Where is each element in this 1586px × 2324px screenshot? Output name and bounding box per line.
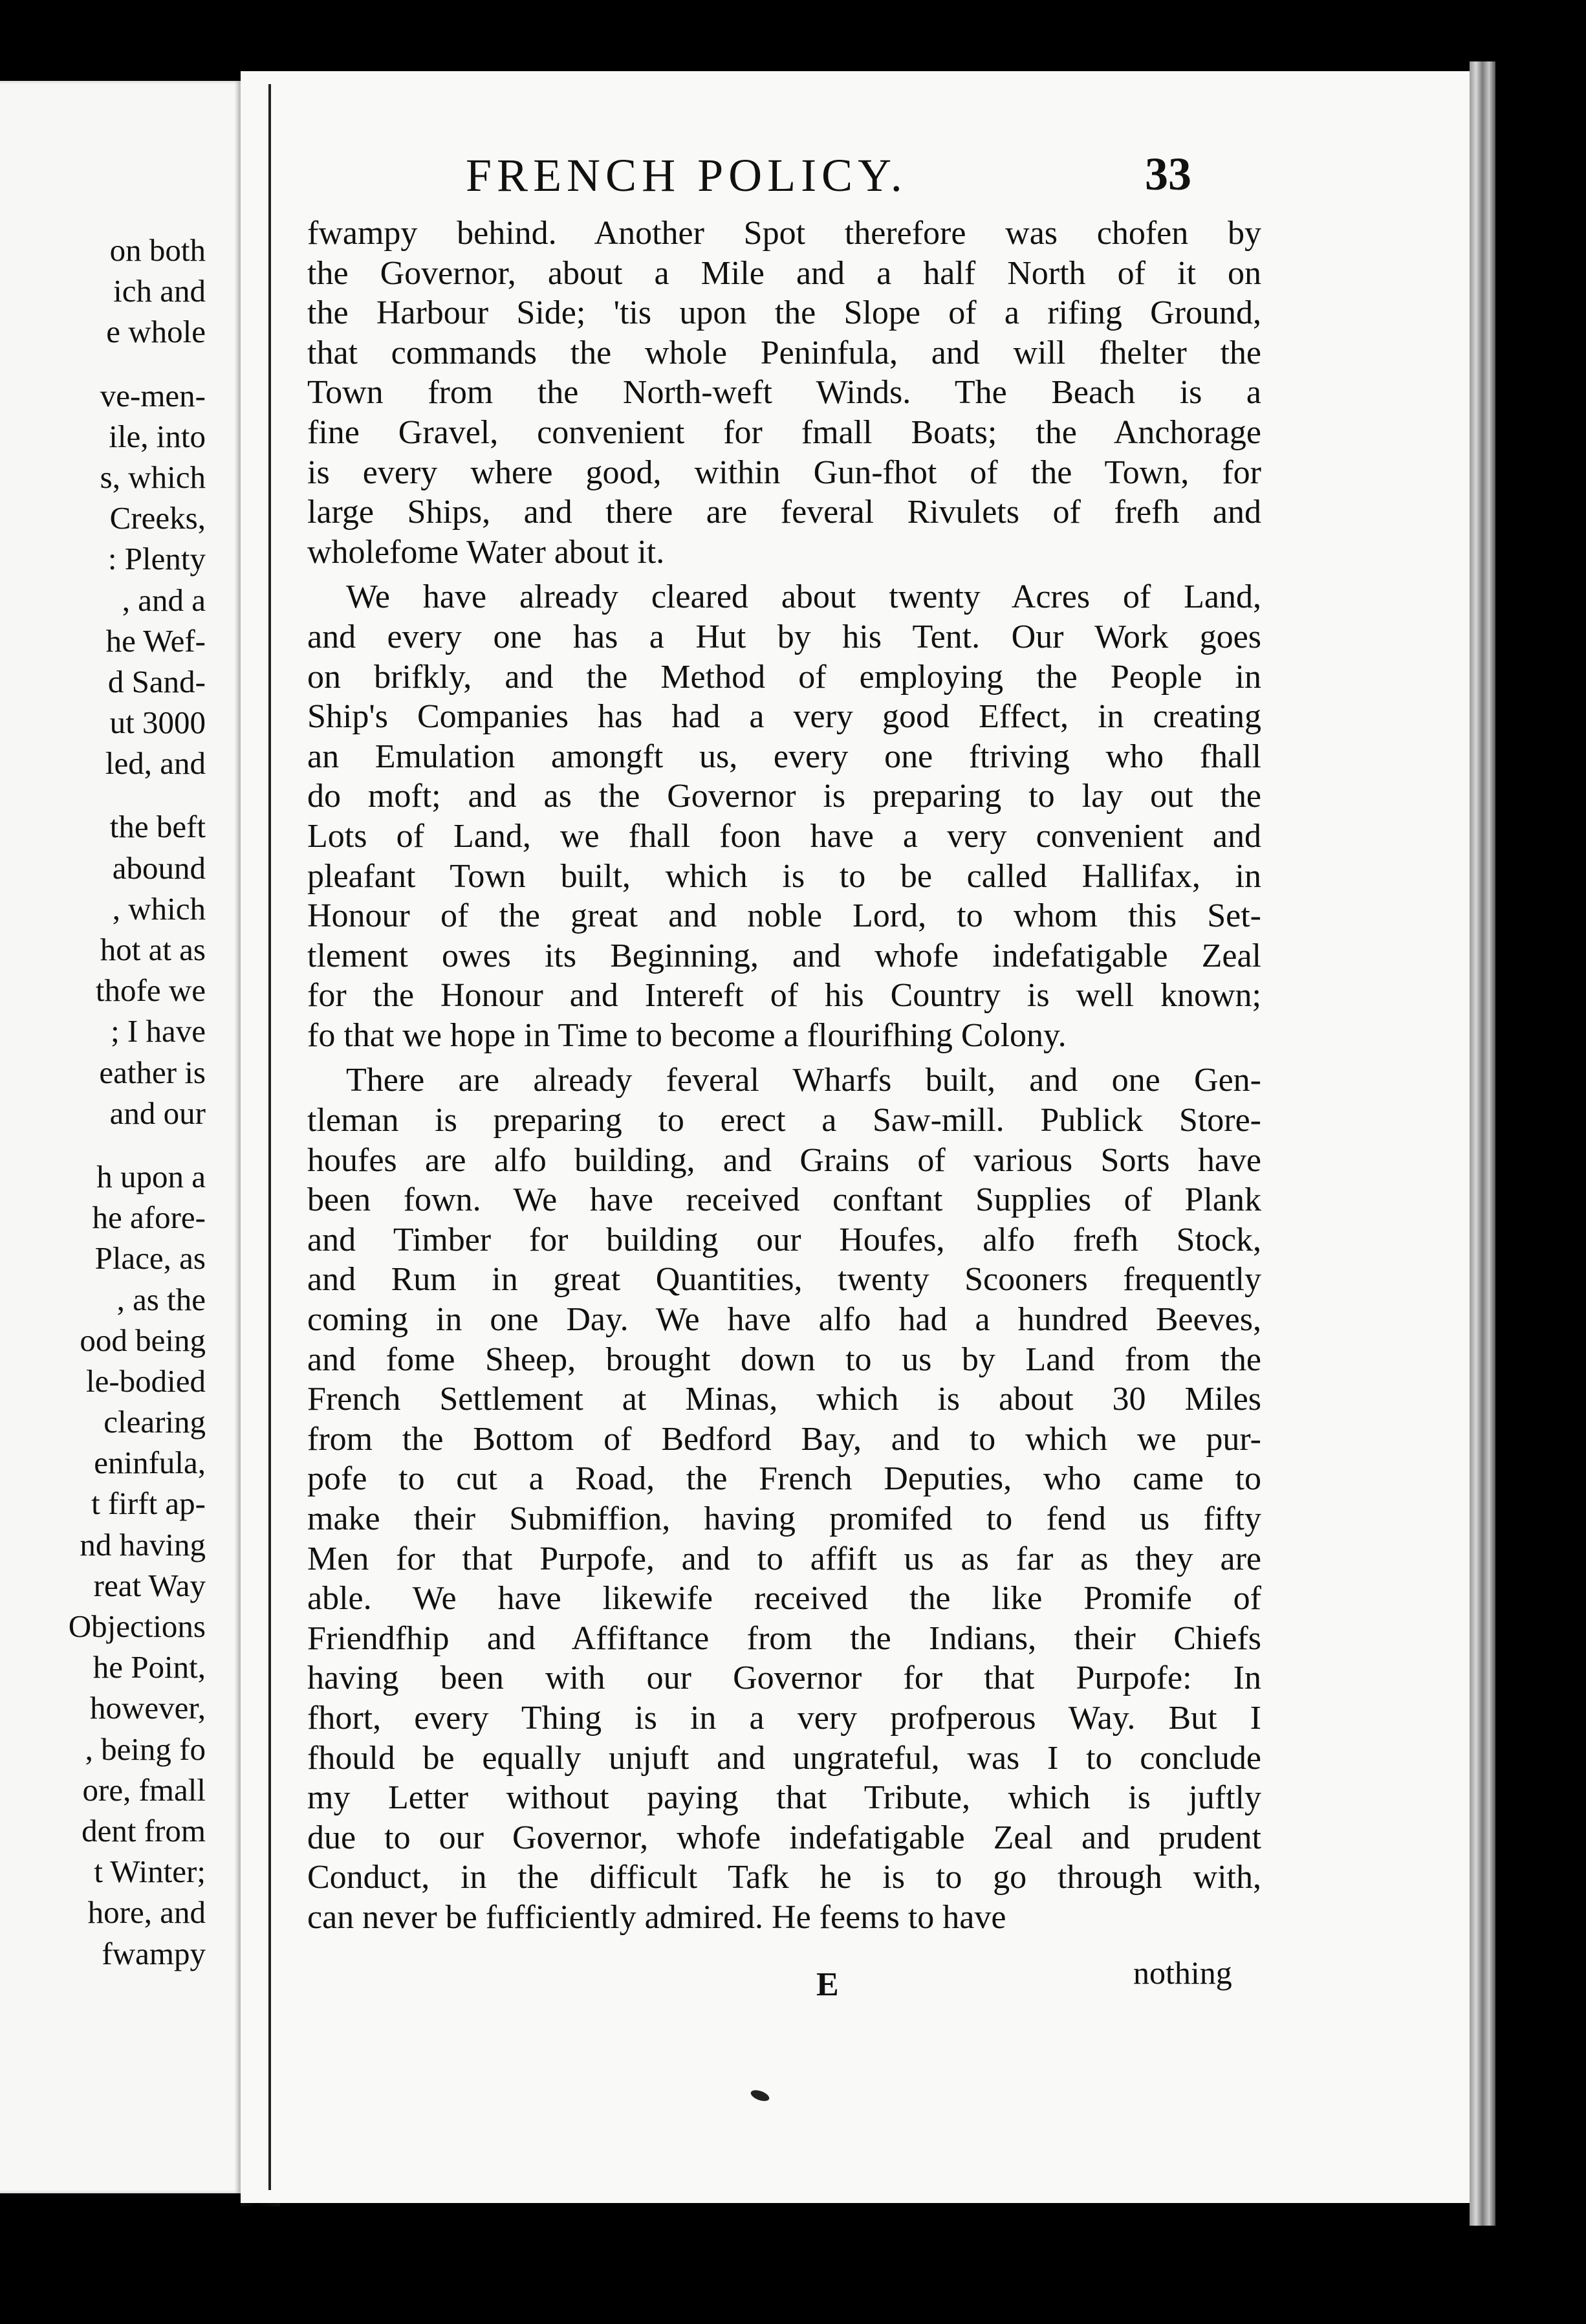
previous-page-line: abound	[112, 850, 206, 886]
previous-page-line: dent from	[81, 1812, 206, 1848]
body-text	[307, 214, 1261, 1938]
previous-page-line: , which	[112, 890, 206, 926]
previous-page-line: thofe we	[95, 972, 206, 1009]
text-line: Honour of the great and noble Lord, to whom this Set-	[307, 897, 1261, 935]
previous-page-text	[69, 230, 206, 1974]
text-line: for the Honour and Intereft of his Country is well known;	[307, 977, 1261, 1014]
text-line: wholefome Water about it.	[307, 533, 665, 571]
previous-page-line: ve-men-	[100, 377, 206, 413]
text-line: on brifkly, and the Method of employing the People in	[307, 658, 1261, 696]
text-line: Conduct, in the difficult Tafk he is to go through with,	[307, 1859, 1261, 1896]
signature-mark: E	[816, 1966, 839, 2003]
previous-page-line: reat Way	[93, 1567, 206, 1603]
text-line: been fown. We have received conftant Supplies of Plank	[307, 1181, 1261, 1219]
previous-page-line: hot at as	[100, 932, 206, 967]
previous-page-line: however,	[90, 1690, 206, 1726]
catchword: nothing	[1133, 1955, 1232, 1991]
text-line: my Letter without paying that Tribute, which is juftly	[307, 1779, 1261, 1817]
previous-page-line: e whole	[106, 314, 206, 350]
text-line: pleafant Town built, which is to be called Hallifax, in	[307, 857, 1261, 895]
previous-page-line: , being fo	[85, 1731, 206, 1767]
previous-page-line: led, and	[105, 745, 206, 782]
text-line: having been with our Governor for that Purpofe: In	[307, 1660, 1261, 1697]
running-head: FRENCH POLICY.	[466, 149, 907, 201]
text-line: and Timber for building our Houfes, alfo frefh Stock,	[307, 1221, 1261, 1258]
text-line: Friendfhip and Affiftance from the Indians, their Chiefs	[307, 1619, 1261, 1657]
previous-page	[0, 81, 241, 2193]
text-line: make their Submiffion, having promifed to fend us fifty	[307, 1500, 1261, 1537]
text-line: Men for that Purpofe, and to affift us as far as they are	[307, 1540, 1261, 1577]
previous-page-line: : Plenty	[107, 541, 206, 577]
page-number: 33	[1145, 148, 1191, 200]
previous-page-line: he Wef-	[105, 622, 206, 659]
previous-page-line: h upon a	[96, 1158, 206, 1194]
text-line: There are already feveral Wharfs built, and one Gen-	[346, 1062, 1261, 1099]
previous-page-line: nd having	[80, 1526, 206, 1562]
previous-page-line: ich and	[113, 273, 206, 309]
text-line: fwampy behind. Another Spot therefore was chofen by	[307, 215, 1261, 252]
previous-page-line: t firft ap-	[91, 1485, 206, 1522]
text-line: and every one has a Hut by his Tent. Our Work goes	[307, 618, 1261, 655]
previous-page-line: Objections	[68, 1608, 206, 1644]
previous-page-line: s, which	[100, 459, 206, 495]
previous-page-line: fwampy	[102, 1935, 206, 1971]
previous-page-line: hore, and	[87, 1894, 206, 1931]
text-line: fine Gravel, convenient for fmall Boats; the Anchorage	[307, 413, 1261, 451]
previous-page-line: ood being	[80, 1322, 206, 1358]
previous-page-paragraph-gap	[69, 353, 206, 375]
previous-page-line: ore, fmall	[82, 1771, 206, 1808]
text-line: We have already cleared about twenty Acres of Land,	[346, 578, 1261, 616]
text-line: large Ships, and there are feveral Rivulets of frefh and	[307, 494, 1261, 531]
previous-page-line: le-bodied	[85, 1363, 206, 1399]
text-line: able. We have likewife received the like Promife of	[307, 1580, 1261, 1617]
text-line: Lots of Land, we fhall foon have a very convenient and	[307, 817, 1261, 855]
previous-page-line: he Point,	[92, 1649, 206, 1685]
text-line: from the Bottom of Bedford Bay, and to which we pur-	[307, 1420, 1261, 1458]
text-line: fhort, every Thing is in a very profperous Way. But I	[307, 1699, 1261, 1737]
text-line: French Settlement at Minas, which is about 30 Miles	[307, 1381, 1261, 1418]
text-line: Town from the North-weft Winds. The Beach is a	[307, 374, 1261, 411]
page-fore-edge	[1470, 61, 1495, 2226]
text-line: and fome Sheep, brought down to us by Land from the	[307, 1341, 1261, 1378]
text-line: coming in one Day. We have alfo had a hundred Beeves,	[307, 1301, 1261, 1339]
previous-page-line: Place, as	[94, 1240, 206, 1277]
text-line: Ship's Companies has had a very good Effect, in creating	[307, 698, 1261, 736]
text-line: is every where good, within Gun-fhot of the Town, for	[307, 454, 1261, 491]
text-line: fo that we hope in Time to become a flourifhing Colony.	[307, 1016, 1067, 1054]
previous-page-line: d Sand-	[107, 663, 206, 699]
text-line: tleman is preparing to erect a Saw-mill. Publick Store-	[307, 1102, 1261, 1139]
text-line: that commands the whole Peninfula, and will fhelter the	[307, 334, 1261, 371]
text-line: pofe to cut a Road, the French Deputies, who came to	[307, 1460, 1261, 1498]
previous-page-line: , and a	[122, 582, 206, 618]
previous-page-line: the beft	[109, 809, 206, 845]
previous-page-line: ile, into	[109, 418, 206, 454]
text-line: houfes are alfo building, and Grains of various Sorts have	[307, 1141, 1261, 1179]
text-line: an Emulation amongft us, every one ftriving who fhall	[307, 738, 1261, 775]
text-line: and Rum in great Quantities, twenty Scooners frequently	[307, 1261, 1261, 1299]
page-inner-edge	[268, 84, 271, 2190]
previous-page-line: he afore-	[92, 1200, 206, 1236]
previous-page-line: t Winter;	[94, 1854, 206, 1890]
text-line: the Harbour Side; 'tis upon the Slope of a rifing Ground,	[307, 294, 1261, 332]
previous-page-paragraph-gap	[69, 784, 206, 806]
text-line: can never be fufficiently admired. He feems to have	[307, 1898, 1006, 1936]
text-line: due to our Governor, whofe indefatigable Zeal and prudent	[307, 1819, 1261, 1856]
previous-page-line: ut 3000	[109, 705, 206, 741]
previous-page-line: eather is	[99, 1054, 206, 1090]
text-line: fhould be equally unjuft and ungrateful, was I to conclude	[307, 1739, 1261, 1777]
text-line: tlement owes its Beginning, and whofe indefatigable Zeal	[307, 937, 1261, 974]
text-line: the Governor, about a Mile and a half North of it on	[307, 254, 1261, 292]
previous-page-line: , as the	[116, 1281, 206, 1317]
previous-page-line: on both	[109, 232, 206, 268]
previous-page-line: ; I have	[111, 1013, 206, 1049]
previous-page-line: Creeks,	[109, 500, 206, 536]
previous-page-line: and our	[109, 1095, 206, 1131]
previous-page-line: eninfula,	[94, 1445, 206, 1481]
previous-page-line: clearing	[103, 1404, 206, 1440]
paragraph-gap	[307, 1055, 1261, 1060]
text-line: do moft; and as the Governor is preparing to lay out the	[307, 778, 1261, 815]
previous-page-paragraph-gap	[69, 1134, 206, 1156]
paragraph-gap	[307, 572, 1261, 577]
